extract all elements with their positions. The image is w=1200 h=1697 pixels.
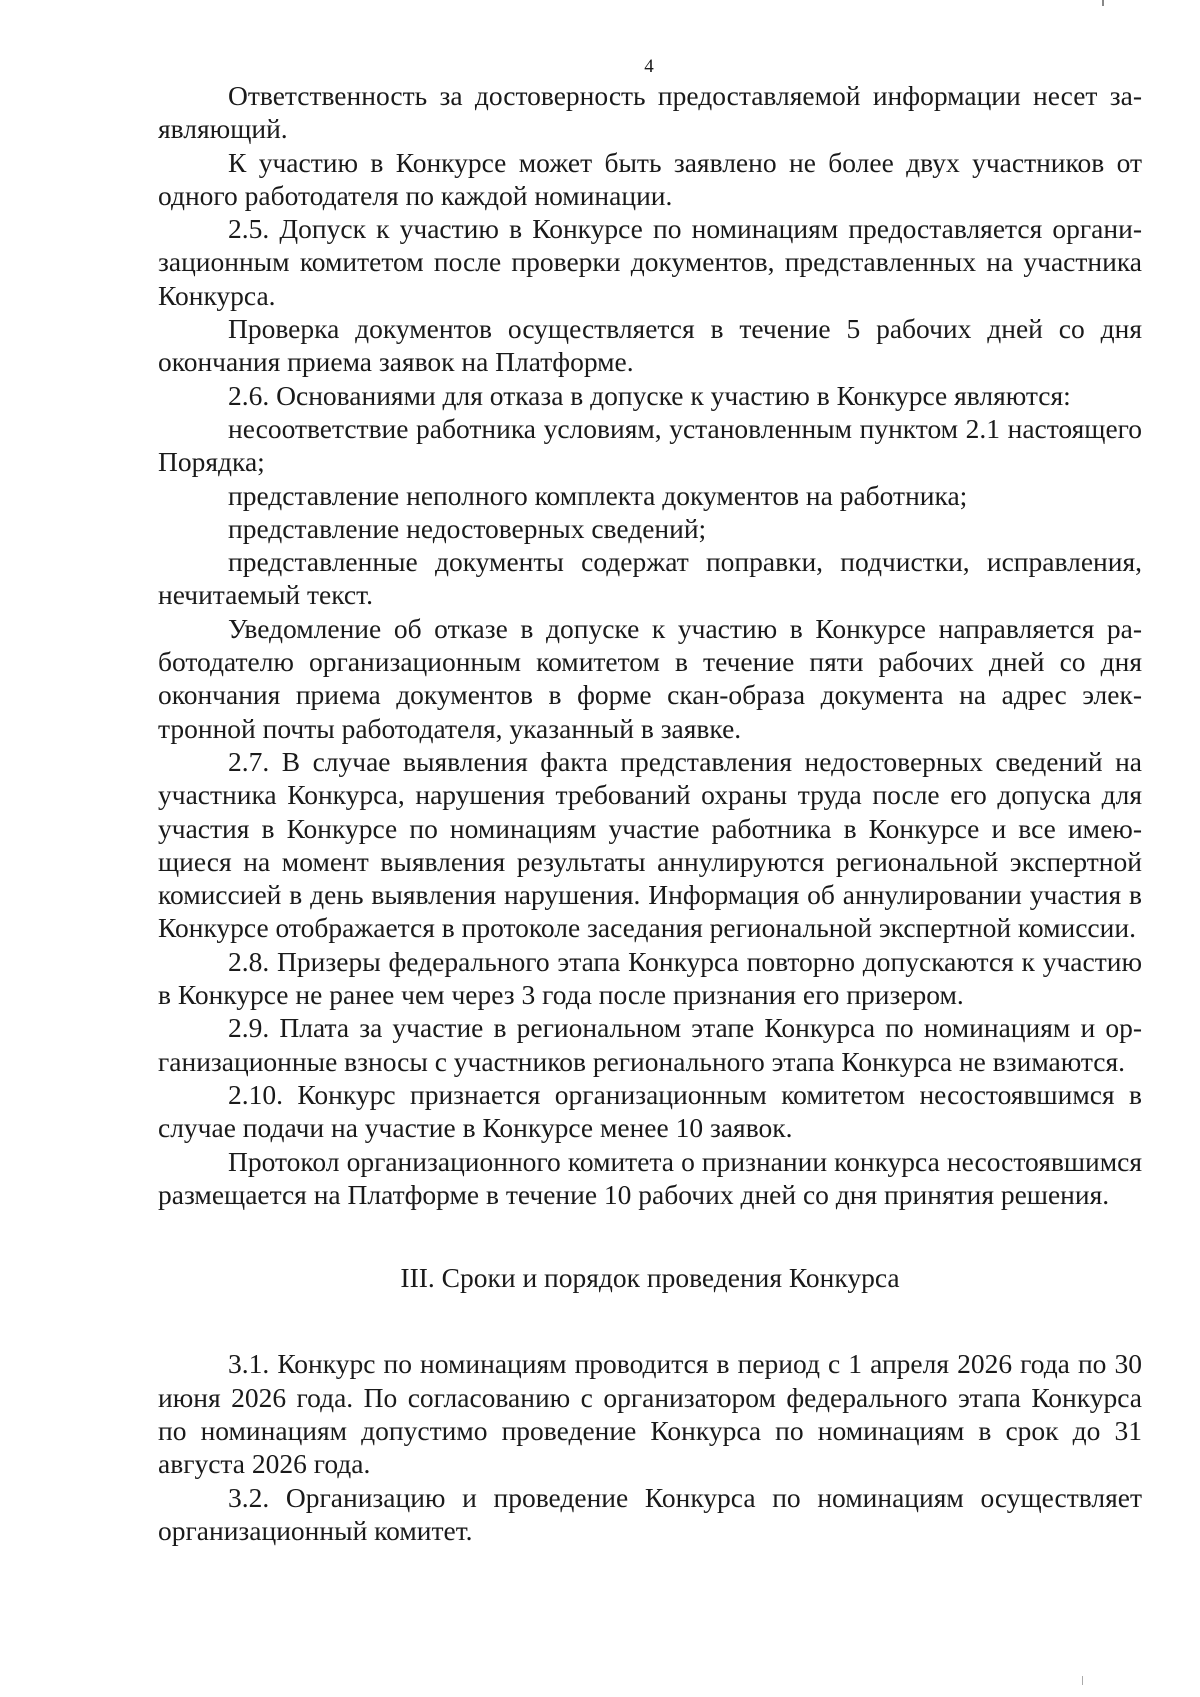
document-body — [158, 79, 1142, 1547]
clause-2-8: 2.8. Призеры федерального этапа Конкурса повторно допускаются к участию в Конкурсе не ранее чем через 3 года после признания его призером. — [158, 945, 1142, 1011]
scan-artifact — [1102, 0, 1104, 6]
list-item: представленные документы содержат поправки, подчистки, исправления, нечитаемый текст. — [158, 546, 1142, 611]
clause-3-2: 3.2. Организацию и проведение Конкурса по номинациям осуществляет организационный комитет. — [158, 1481, 1142, 1546]
paragraph: Проверка документов осуществляется в течение 5 рабочих дней со дня окончания приема заявок на Платформе. — [158, 313, 1142, 378]
paragraph: Уведомление об отказе в допуске к участию в Конкурсе направляется работодателю организационным комитетом в течение пяти рабочих дней со дня окончания приема документов в форме скан-образа документа на адрес электронной почты работодателя, указанный в заявке. — [158, 612, 1142, 744]
clause-2-5: 2.5. Допуск к участию в Конкурсе по номинациям предоставляется организационным комитетом после проверки документов, представленных на участника Конкурса. — [158, 213, 1142, 311]
paragraph: К участию в Конкурсе может быть заявлено не более двух участников от одного работодателя по каждой номинации. — [158, 146, 1142, 211]
clause-2-10: 2.10. Конкурс признается организационным комитетом несостоявшимся в случае подачи на участие в Конкурсе менее 10 заявок. — [158, 1078, 1142, 1144]
clause-2-7: 2.7. В случае выявления факта представления недостоверных сведений на участника Конкурса, нарушения требований охраны труда после его допуска для участия в Конкурсе по номинациям участие работника в Конкурсе и все имеющиеся на момент выявления результаты аннулируются региональной экспертной комиссией в день выявления нарушения. Информация об аннулировании участия в Конкурсе отображается в протоколе заседания региональной экспертной комиссии. — [158, 745, 1142, 944]
paragraph: Протокол организационного комитета о признании конкурса несостоявшимся размещается на Платформе в течение 10 рабочих дней со дня принятия решения. — [158, 1145, 1142, 1210]
section-title: III. Сроки и порядок проведения Конкурса — [400, 1262, 900, 1294]
list-item: представление неполного комплекта документов на работника; — [228, 479, 968, 511]
page-number: 4 — [644, 56, 654, 77]
list-item: представление недостоверных сведений; — [228, 512, 707, 544]
paragraph: Ответственность за достоверность предоставляемой информации несет заявляющий. — [158, 80, 1142, 145]
clause-2-9: 2.9. Плата за участие в региональном этапе Конкурса по номинациям и организационные взносы с участников регионального этапа Конкурса не взимаются. — [158, 1012, 1142, 1077]
list-item: несоответствие работника условиям, установленным пунктом 2.1 настоящего Порядка; — [158, 412, 1142, 478]
scan-artifact — [1082, 1676, 1083, 1685]
clause-2-6: 2.6. Основаниями для отказа в допуске к участию в Конкурсе являются: — [228, 379, 1071, 411]
clause-3-1: 3.1. Конкурс по номинациям проводится в период с 1 апреля 2026 года по 30 июня 2026 года. По согласованию с организатором федерального этапа Конкурса по номинациям допустимо проведение Конкурса по номинациям в срок до 31 августа 2026 года. — [158, 1348, 1142, 1480]
